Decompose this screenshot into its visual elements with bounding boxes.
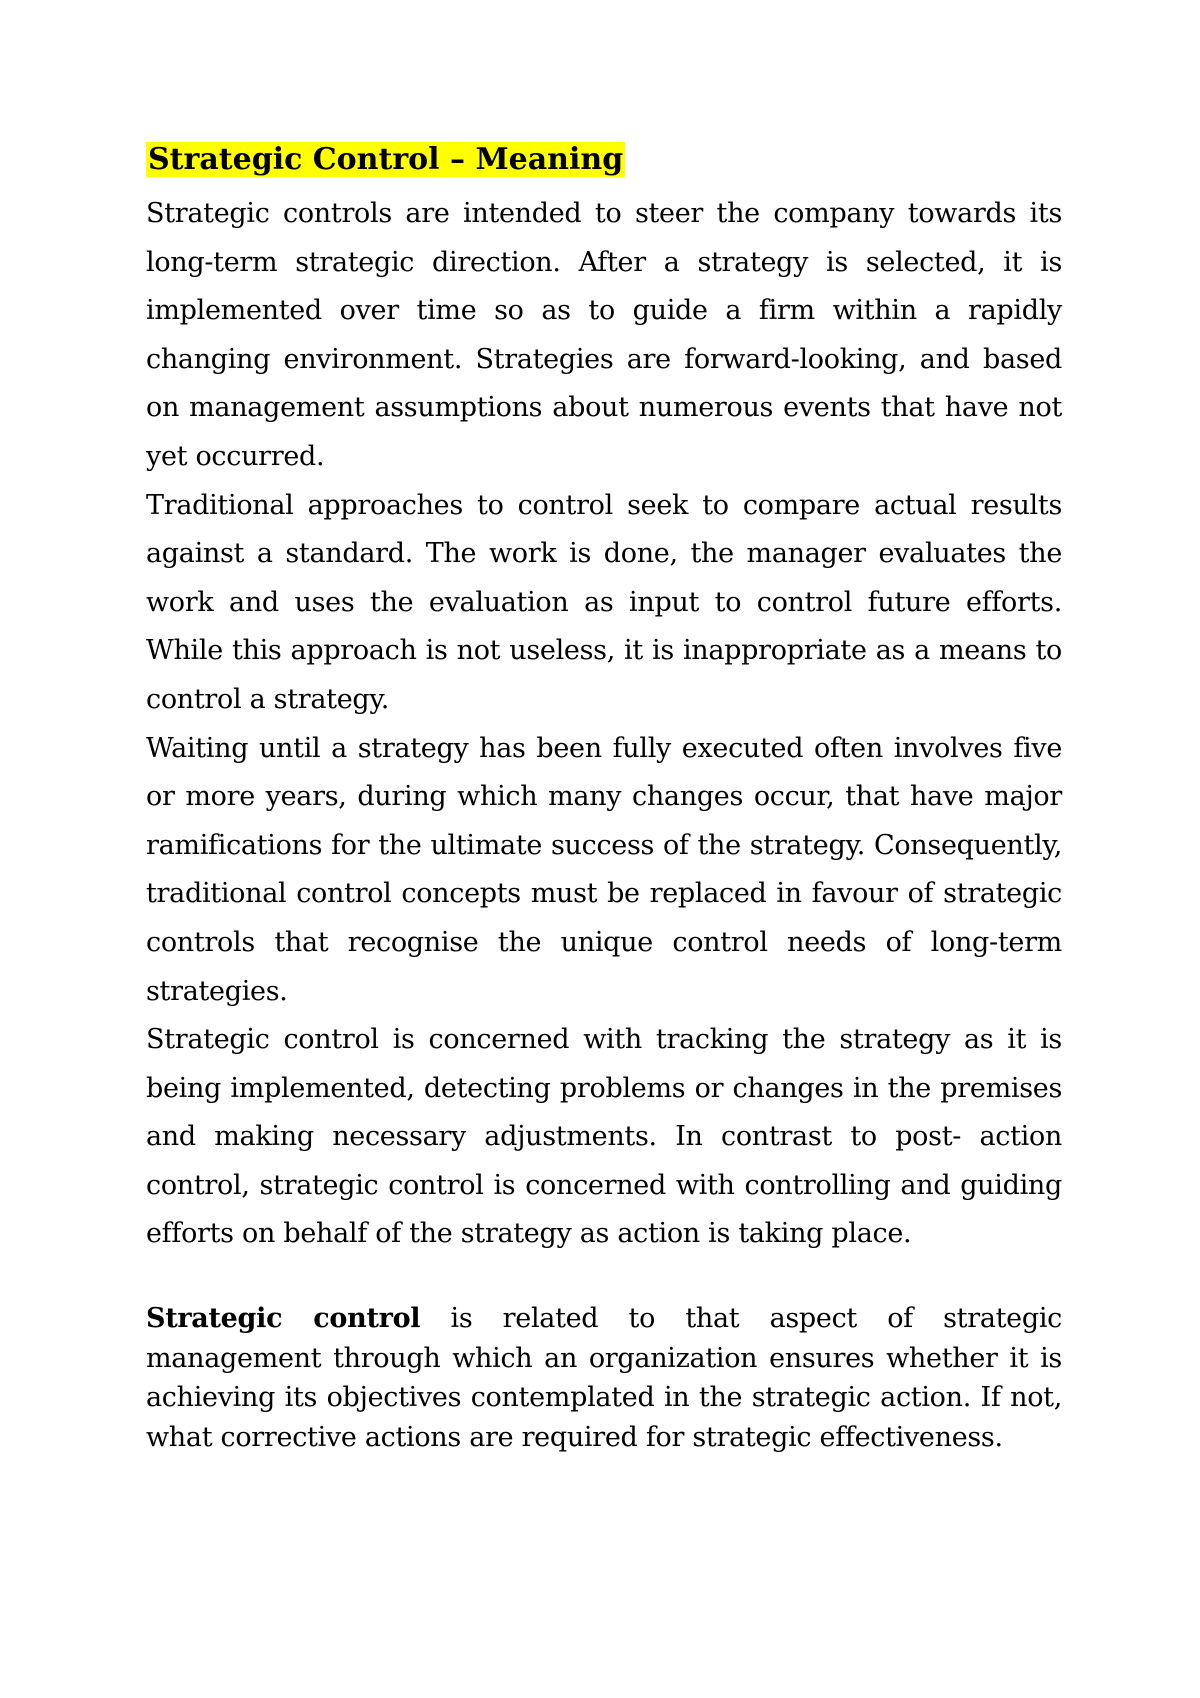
title-highlight: Strategic Control – Meaning bbox=[148, 142, 624, 177]
paragraph-5-text: is related to that aspect of strategic management through which an organization ensures whether it is achieving its objectives contemplated in the strategic action. If not, what corrective actions are required for strategic effectiveness. bbox=[146, 1303, 1063, 1453]
paragraph-2: Traditional approaches to control seek to compare actual results against a standard. The work is done, the manager evaluates the work and uses the evaluation as input to control future efforts. While this approach is not useless, it is inappropriate as a means to control a strategy. bbox=[146, 489, 1062, 715]
paragraph-1: Strategic controls are intended to steer the company towards its long-term strategic direction. After a strategy is selected, it is implemented over time so as to guide a firm within a rapidly changing environment. Strategies are forward-looking, and based on management assumptions about numerous events that have not yet occurred. bbox=[146, 198, 1062, 472]
paragraph-3: Waiting until a strategy has been fully executed often involves five or more years, during which many changes occur, that have major ramifications for the ultimate success of the strategy. Consequently, traditional control concepts must be replaced in favour of strategic controls that recognise the unique control needs of long-term strategies. bbox=[146, 732, 1062, 1007]
bold-lead-term: Strategic control bbox=[146, 1303, 421, 1335]
page-title bbox=[146, 140, 1062, 180]
paragraph-5 bbox=[146, 1299, 1062, 1457]
paragraph-4: Strategic control is concerned with tracking the strategy as it is being implemented, detecting problems or changes in the premises and making necessary adjustments. In contrast to post- action control, strategic control is concerned with controlling and guiding efforts on behalf of the strategy as action is taking place. bbox=[146, 1024, 1062, 1250]
document-page bbox=[146, 140, 1062, 1457]
